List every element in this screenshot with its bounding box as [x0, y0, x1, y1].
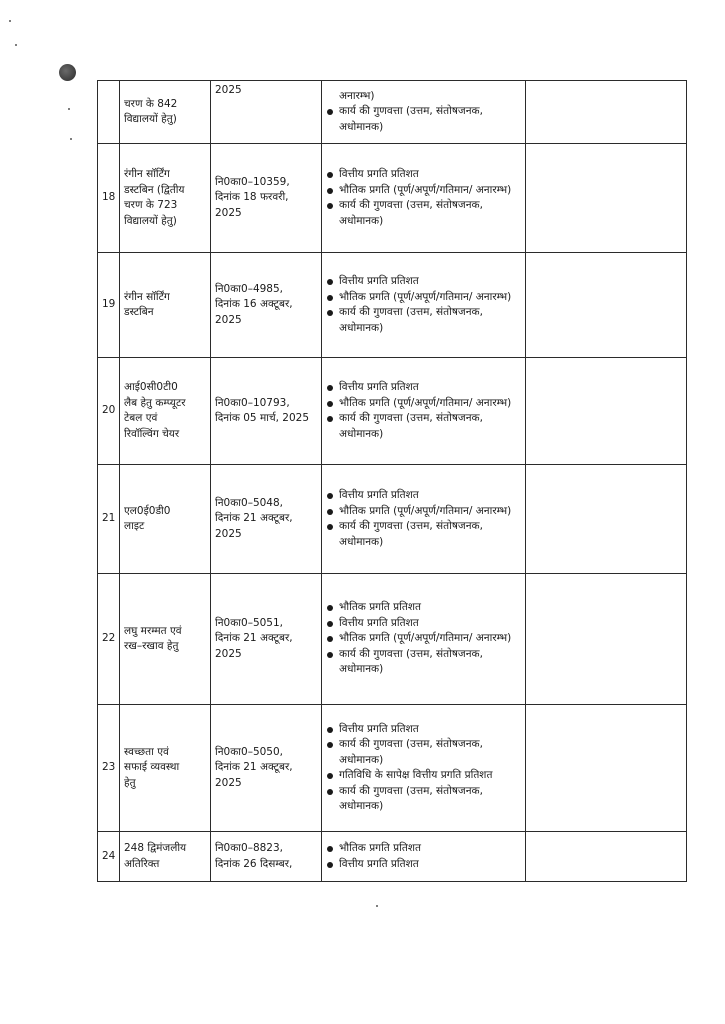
work-name-line: लघु मरम्मत एवं	[124, 624, 182, 637]
order-reference-line: नि0का0–10793,	[215, 396, 290, 409]
serial-number-cell: 19	[98, 253, 120, 358]
parameter-item: वित्तीय प्रगति प्रतिशत	[326, 274, 521, 290]
progress-parameters-cell	[322, 358, 526, 465]
parameter-list	[326, 274, 521, 336]
parameter-item: वित्तीय प्रगति प्रतिशत	[326, 722, 521, 738]
table-row	[98, 465, 687, 574]
parameter-list	[326, 722, 521, 815]
progress-parameters-cell	[322, 574, 526, 705]
parameter-continuation: अनारम्भ)	[339, 89, 375, 102]
table-row	[98, 81, 687, 144]
parameter-item: कार्य की गुणवत्ता (उत्तम, संतोषजनक, अधोमानक)	[326, 647, 521, 678]
order-reference-line: नि0का0–5048,	[215, 496, 284, 509]
work-name-line: हेतु	[124, 776, 136, 789]
order-reference-line: 2025	[215, 84, 242, 96]
order-reference-cell	[211, 253, 322, 358]
scan-speck	[70, 138, 72, 140]
remarks-cell	[526, 574, 687, 705]
table-row	[98, 832, 687, 882]
order-reference-line: 2025	[215, 776, 242, 789]
serial-number-cell	[98, 81, 120, 144]
scan-speck	[68, 108, 70, 110]
remarks-cell	[526, 705, 687, 832]
work-name-line: रंगीन सॉर्टिंग	[124, 168, 170, 180]
parameter-list	[326, 488, 521, 550]
order-reference-line: नि0का0–10359,	[215, 175, 290, 188]
progress-parameters-cell	[322, 144, 526, 253]
order-reference-line: दिनांक 18 फरवरी,	[215, 191, 289, 204]
table-row	[98, 358, 687, 465]
order-reference-cell	[211, 144, 322, 253]
parameter-item: वित्तीय प्रगति प्रतिशत	[326, 167, 521, 183]
order-reference-line: दिनांक 05 मार्च, 2025	[215, 412, 310, 424]
work-name-line: अतिरिक्त	[124, 857, 160, 870]
parameter-item: कार्य की गुणवत्ता (उत्तम, संतोषजनक, अधोमानक)	[326, 784, 521, 815]
order-reference-line: दिनांक 21 अक्टूबर,	[215, 512, 293, 525]
parameter-item: कार्य की गुणवत्ता (उत्तम, संतोषजनक, अधोमानक)	[326, 305, 521, 336]
table-row	[98, 574, 687, 705]
work-name-cell	[120, 358, 211, 465]
parameter-list	[326, 841, 521, 872]
serial-number-cell: 20	[98, 358, 120, 465]
parameter-item: कार्य की गुणवत्ता (उत्तम, संतोषजनक, अधोमानक)	[326, 519, 521, 550]
order-reference-line: नि0का0–5051,	[215, 616, 284, 629]
work-name-line: रिवॉल्विंग चेयर	[124, 427, 180, 440]
parameter-item: गतिविधि के सापेक्ष वित्तीय प्रगति प्रतिशत	[326, 768, 521, 784]
parameter-item: कार्य की गुणवत्ता (उत्तम, संतोषजनक, अधोमानक)	[326, 411, 521, 442]
order-reference-line: दिनांक 16 अक्टूबर,	[215, 298, 293, 311]
progress-parameters-cell	[322, 705, 526, 832]
work-name-line: डस्टबिन (द्वितीय	[124, 183, 185, 196]
serial-number-cell: 24	[98, 832, 120, 882]
work-name-cell	[120, 465, 211, 574]
scan-speck	[15, 44, 17, 46]
table-row	[98, 253, 687, 358]
remarks-cell	[526, 465, 687, 574]
order-reference-line: 2025	[215, 206, 242, 219]
remarks-cell	[526, 832, 687, 882]
progress-parameters-cell	[322, 81, 526, 144]
work-name-line: एल0ई0डी0	[124, 504, 171, 517]
work-name-line: सफाई व्यवस्था	[124, 761, 180, 774]
parameter-item: भौतिक प्रगति (पूर्ण/अपूर्ण/गतिमान/ अनारम्भ)	[326, 504, 521, 520]
parameter-item: वित्तीय प्रगति प्रतिशत	[326, 857, 521, 873]
punch-hole	[59, 64, 76, 81]
parameter-item: कार्य की गुणवत्ता (उत्तम, संतोषजनक, अधोमानक)	[326, 198, 521, 229]
order-reference-line: दिनांक 21 अक्टूबर,	[215, 632, 293, 645]
table-row	[98, 144, 687, 253]
parameter-item: भौतिक प्रगति प्रतिशत	[326, 841, 521, 857]
work-name-line: स्वच्छता एवं	[124, 745, 169, 758]
parameter-list	[326, 167, 521, 229]
work-name-line: रख–रखाव हेतु	[124, 640, 179, 652]
parameter-item: भौतिक प्रगति (पूर्ण/अपूर्ण/गतिमान/ अनारम्भ)	[326, 183, 521, 199]
order-reference-line: 2025	[215, 527, 242, 540]
work-progress-table	[97, 80, 687, 882]
parameter-list	[326, 380, 521, 442]
work-name-line: आई0सी0टी0	[124, 381, 178, 393]
serial-number-cell: 22	[98, 574, 120, 705]
serial-number-cell: 18	[98, 144, 120, 253]
order-reference-cell	[211, 832, 322, 882]
work-name-cell	[120, 253, 211, 358]
progress-parameters-cell	[322, 832, 526, 882]
work-name-cell	[120, 81, 211, 144]
parameter-item: वित्तीय प्रगति प्रतिशत	[326, 380, 521, 396]
parameter-item: वित्तीय प्रगति प्रतिशत	[326, 616, 521, 632]
progress-parameters-cell	[322, 465, 526, 574]
order-reference-cell	[211, 358, 322, 465]
parameter-item: भौतिक प्रगति (पूर्ण/अपूर्ण/गतिमान/ अनारम्भ)	[326, 631, 521, 647]
work-name-cell	[120, 832, 211, 882]
parameter-item: भौतिक प्रगति प्रतिशत	[326, 600, 521, 616]
order-reference-line: नि0का0–8823,	[215, 842, 284, 854]
remarks-cell	[526, 81, 687, 144]
work-name-line: 248 द्विमंजलीय	[124, 842, 187, 854]
parameter-item: भौतिक प्रगति (पूर्ण/अपूर्ण/गतिमान/ अनारम्भ)	[326, 290, 521, 306]
parameter-item: कार्य की गुणवत्ता (उत्तम, संतोषजनक, अधोमानक)	[326, 737, 521, 768]
work-name-line: विद्यालयों हेतु)	[124, 214, 177, 227]
order-reference-line: 2025	[215, 647, 242, 660]
remarks-cell	[526, 144, 687, 253]
serial-number-cell: 21	[98, 465, 120, 574]
parameter-item: कार्य की गुणवत्ता (उत्तम, संतोषजनक, अधोमानक)	[326, 104, 521, 135]
scan-speck	[376, 905, 378, 907]
order-reference-cell	[211, 465, 322, 574]
order-reference-line: दिनांक 26 दिसम्बर,	[215, 857, 293, 870]
work-name-line: लैब हेतु कम्प्यूटर	[124, 396, 186, 409]
work-name-cell	[120, 144, 211, 253]
work-name-line: डस्टबिन	[124, 306, 154, 318]
work-name-line: रंगीन सॉर्टिंग	[124, 290, 170, 303]
order-reference-cell	[211, 705, 322, 832]
work-name-line: लाइट	[124, 520, 145, 532]
work-name-line: विद्यालयों हेतु)	[124, 113, 177, 125]
work-name-line: टेबल एवं	[124, 412, 158, 424]
order-reference-line: 2025	[215, 313, 242, 326]
work-name-cell	[120, 574, 211, 705]
progress-parameters-cell	[322, 253, 526, 358]
order-reference-line: नि0का0–4985,	[215, 282, 284, 295]
serial-number-cell: 23	[98, 705, 120, 832]
parameter-item: भौतिक प्रगति (पूर्ण/अपूर्ण/गतिमान/ अनारम्भ)	[326, 396, 521, 412]
order-reference-cell	[211, 574, 322, 705]
order-reference-line: दिनांक 21 अक्टूबर,	[215, 761, 293, 774]
remarks-cell	[526, 358, 687, 465]
work-name-line: चरण के 842	[124, 97, 178, 110]
scan-speck	[9, 20, 11, 22]
parameter-list	[326, 89, 521, 136]
table-row	[98, 705, 687, 832]
work-name-line: चरण के 723	[124, 199, 178, 211]
parameter-item: वित्तीय प्रगति प्रतिशत	[326, 488, 521, 504]
order-reference-line: नि0का0–5050,	[215, 745, 284, 758]
order-reference-cell	[211, 81, 322, 144]
parameter-list	[326, 600, 521, 678]
work-name-cell	[120, 705, 211, 832]
remarks-cell	[526, 253, 687, 358]
